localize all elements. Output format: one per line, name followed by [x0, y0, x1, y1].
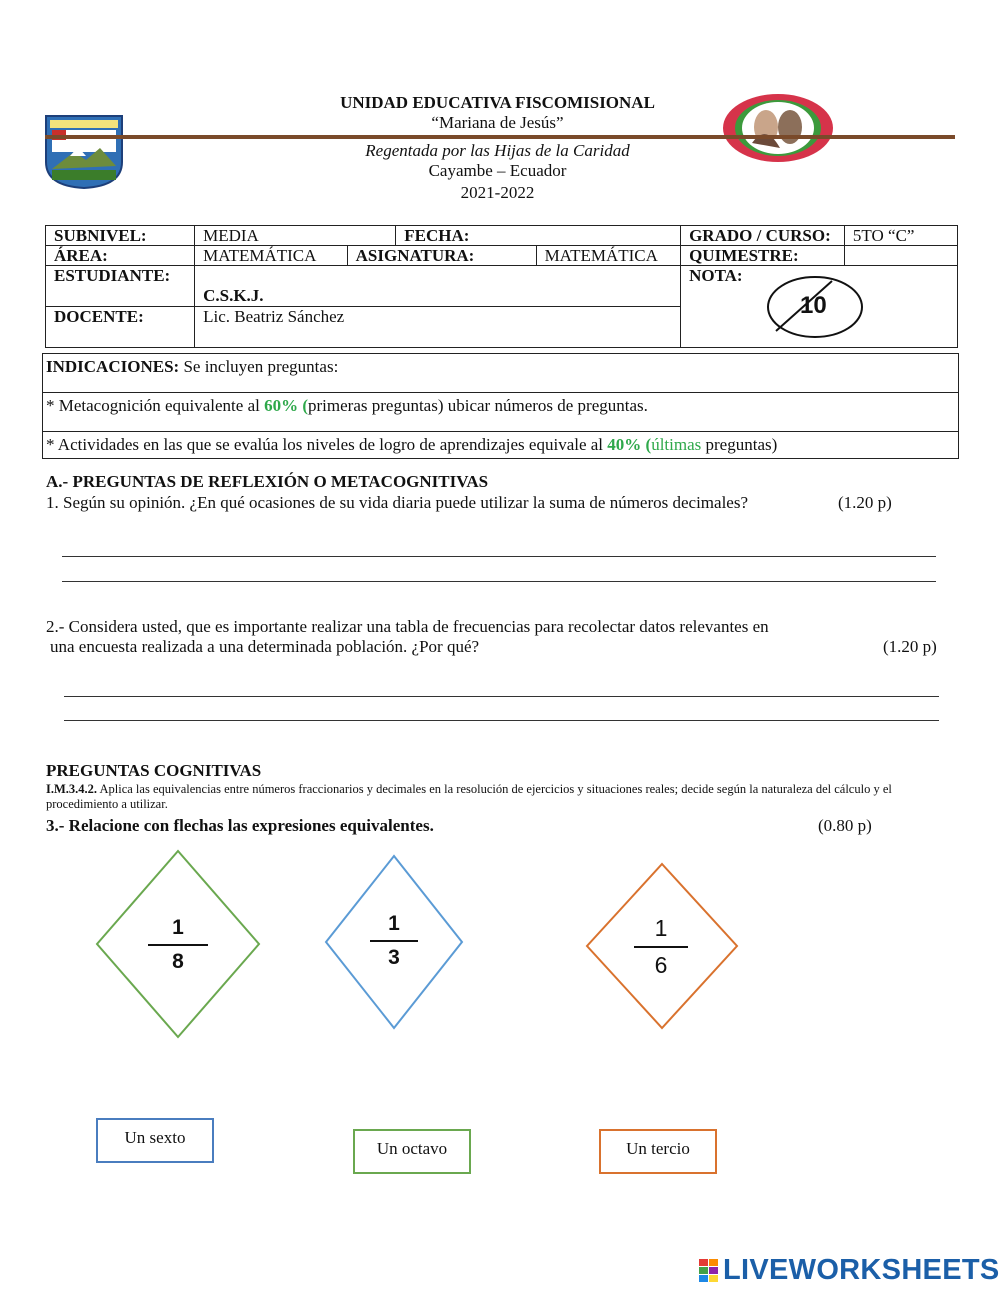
- answer-line-1b[interactable]: [62, 581, 936, 582]
- estudiante-cell: [195, 266, 681, 307]
- fraction-1-3[interactable]: [370, 912, 418, 970]
- indicaciones-1-rest: primeras preguntas) ubicar números de preguntas.: [308, 396, 648, 415]
- grade-oval: [766, 275, 864, 339]
- question-2-points: (1.20 p): [883, 637, 937, 656]
- answer-line-2a[interactable]: [64, 696, 939, 697]
- asignatura-value: MATEMÁTICA: [536, 246, 681, 266]
- answer-box-un-tercio[interactable]: Un tercio: [599, 1129, 717, 1174]
- fraction-denominator: 3: [388, 946, 400, 969]
- indicaciones-header: [42, 353, 959, 393]
- indicaciones-text: Se incluyen preguntas:: [183, 357, 339, 376]
- fraction-numerator: 1: [172, 916, 184, 939]
- regent-line: Regentada por las Hijas de la Caridad: [365, 141, 630, 160]
- liveworksheets-logo: [697, 1253, 1000, 1289]
- header-divider: [45, 135, 955, 139]
- indicator-text: Aplica las equivalencias entre números fraccionarios y decimales en la resolución de ejercicios y situaciones reales; decide según la naturaleza del cálculo y el procedimiento a utilizar.: [46, 782, 892, 811]
- estudiante-value: C.S.K.J.: [203, 286, 264, 305]
- docente-label: DOCENTE:: [46, 307, 195, 348]
- fraction-numerator: 1: [654, 915, 668, 941]
- indicaciones-label: INDICACIONES:: [46, 357, 180, 376]
- indicator-code: I.M.3.4.2.: [46, 782, 98, 796]
- area-value: MATEMÁTICA: [195, 246, 348, 266]
- fraction-bar: [370, 940, 418, 942]
- answer-line-2b[interactable]: [64, 720, 939, 721]
- fraction-1-6[interactable]: [634, 915, 688, 979]
- fraction-1-8[interactable]: [148, 916, 208, 974]
- section-a-title: A.- PREGUNTAS DE REFLEXIÓN O METACOGNITIVAS: [46, 472, 489, 491]
- section-b-title: PREGUNTAS COGNITIVAS: [46, 761, 262, 780]
- indicaciones-2-rest: preguntas): [701, 435, 778, 454]
- fraction-denominator: 8: [172, 950, 184, 973]
- question-3: 3.- Relacione con flechas las expresiones equivalentes.: [46, 816, 434, 835]
- indicaciones-1-percent: 60% (: [264, 396, 309, 415]
- subnivel-label: SUBNIVEL:: [46, 226, 195, 246]
- question-1-points: (1.20 p): [838, 493, 892, 512]
- quimestre-value: [844, 246, 957, 266]
- answer-box-un-octavo[interactable]: Un octavo: [353, 1129, 471, 1174]
- answer-box-un-sexto[interactable]: Un sexto: [96, 1118, 214, 1163]
- question-3-points: (0.80 p): [818, 816, 872, 835]
- indicaciones-2-percent: 40% (: [607, 435, 652, 454]
- subnivel-value: MEDIA: [195, 226, 396, 246]
- answer-line-1a[interactable]: [62, 556, 936, 557]
- fraction-bar: [634, 946, 688, 948]
- indicaciones-line-1: [42, 392, 959, 432]
- school-subtitle: “Mariana de Jesús”: [431, 113, 564, 132]
- question-2-line-2: una encuesta realizada a una determinada población. ¿Por qué?: [50, 637, 480, 656]
- fraction-denominator: 6: [654, 952, 668, 978]
- quimestre-label: QUIMESTRE:: [681, 246, 845, 266]
- docente-value: Lic. Beatriz Sánchez: [195, 307, 681, 348]
- fraction-bar: [148, 944, 208, 946]
- question-1: 1. Según su opinión. ¿En qué ocasiones de su vida diaria puede utilizar la suma de números decimales?: [46, 493, 748, 512]
- indicaciones-2-ultimas: últimas: [651, 435, 702, 454]
- area-label: ÁREA:: [46, 246, 195, 266]
- estudiante-label: ESTUDIANTE:: [46, 266, 195, 307]
- question-2-line-1: 2.- Considera usted, que es importante realizar una tabla de frecuencias para recolectar datos relevantes en: [46, 617, 769, 636]
- school-name: UNIDAD EDUCATIVA FISCOMISIONAL: [340, 93, 655, 112]
- indicaciones-line-2: [42, 431, 959, 459]
- grado-label: GRADO / CURSO:: [681, 226, 845, 246]
- school-year: 2021-2022: [460, 183, 535, 202]
- indicaciones-1-text: * Metacognición equivalente al: [46, 396, 265, 415]
- indicaciones-2-text: * Actividades en las que se evalúa los niveles de logro de aprendizajes equivale al: [46, 435, 608, 454]
- liveworksheets-text: LIVEWORKSHEETS: [723, 1254, 1000, 1286]
- location-line: Cayambe – Ecuador: [428, 161, 567, 180]
- fraction-numerator: 1: [388, 912, 400, 935]
- asignatura-label: ASIGNATURA:: [347, 246, 536, 266]
- nota-label: NOTA:: [689, 266, 743, 285]
- grado-value: 5TO “C”: [844, 226, 957, 246]
- grade-value: 10: [800, 292, 827, 319]
- fecha-label: FECHA:: [396, 226, 681, 246]
- indicator: [46, 782, 956, 812]
